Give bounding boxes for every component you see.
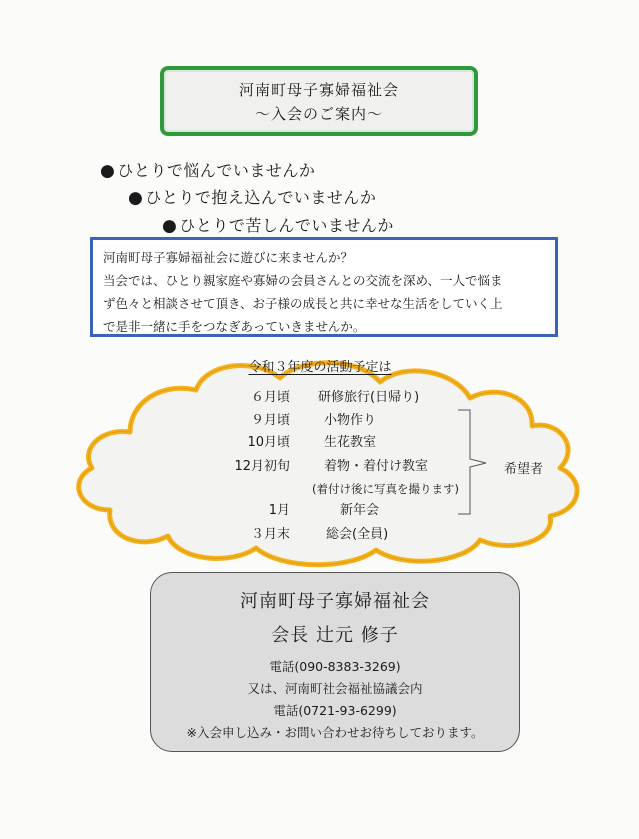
title-org-name: 河南町母子寡婦福祉会 [238,81,399,99]
question-text: ひとりで抱え込んでいませんか [145,188,377,207]
contact-note: ※入会申し込み・お問い合わせお待ちしております。 [186,725,484,740]
contact-president: 会長 辻元 修子 [271,625,399,646]
question-text: ひとりで苦しんでいませんか [179,216,394,235]
schedule-row-note [0,478,639,500]
brace-bracket [456,407,496,517]
schedule-time: 12月初旬 [234,459,290,474]
schedule-row [0,524,639,546]
question-3 [162,213,394,236]
schedule-title: 令和３年度の活動予定は [248,360,392,375]
schedule-row [0,432,639,454]
bullet-icon: ● [128,188,144,208]
schedule-row [0,500,639,522]
schedule-event: 着物・着付け教室 [324,459,429,474]
invitation-box [90,237,558,337]
schedule-row [0,456,639,478]
schedule-row [0,410,639,432]
schedule-time: ３月末 [250,527,290,542]
contact-alternative: 又は、河南町社会福祉協議会内 [247,681,423,696]
contact-box [150,572,520,752]
invitation-line: で是非一緒に手をつなぎあっていきませんか。 [103,319,366,334]
contact-phone-2: 電話(0721-93-6299) [273,703,397,718]
schedule-event: 小物作り [324,413,377,428]
title-subtitle: 〜入会のご案内〜 [254,105,383,123]
question-1 [100,158,315,181]
schedule-row [0,387,639,409]
schedule-event: 新年会 [340,503,380,518]
contact-org-name: 河南町母子寡婦福祉会 [240,591,430,612]
bullet-icon: ● [162,216,178,236]
schedule-time: 1月 [268,503,290,518]
schedule-time: ６月頃 [250,390,290,405]
question-2 [128,185,376,208]
bullet-icon: ● [100,161,116,181]
contact-phone-1: 電話(090-8383-3269) [269,659,401,674]
invitation-line: ず色々と相談させて頂き、お子様の成長と共に幸せな生活をしていく上 [103,296,503,311]
invitation-line: 河南町母子寡婦福祉会に遊びに来ませんか？ [103,250,354,265]
schedule-event: 研修旅行(日帰り) [318,390,420,405]
schedule-time: ９月頃 [250,413,290,428]
question-text: ひとりで悩んでいませんか [117,161,316,180]
schedule-note: (着付け後に写真を撮ります) [312,482,459,496]
optional-label: 希望者 [504,462,544,477]
schedule-event: 生花教室 [324,435,377,450]
schedule-event: 総会(全員) [326,527,389,542]
title-box [160,66,478,136]
invitation-line: 当会では、ひとり親家庭や寡婦の会員さんとの交流を深め、一人で悩ま [103,273,503,288]
schedule-time: 10月頃 [247,435,290,450]
